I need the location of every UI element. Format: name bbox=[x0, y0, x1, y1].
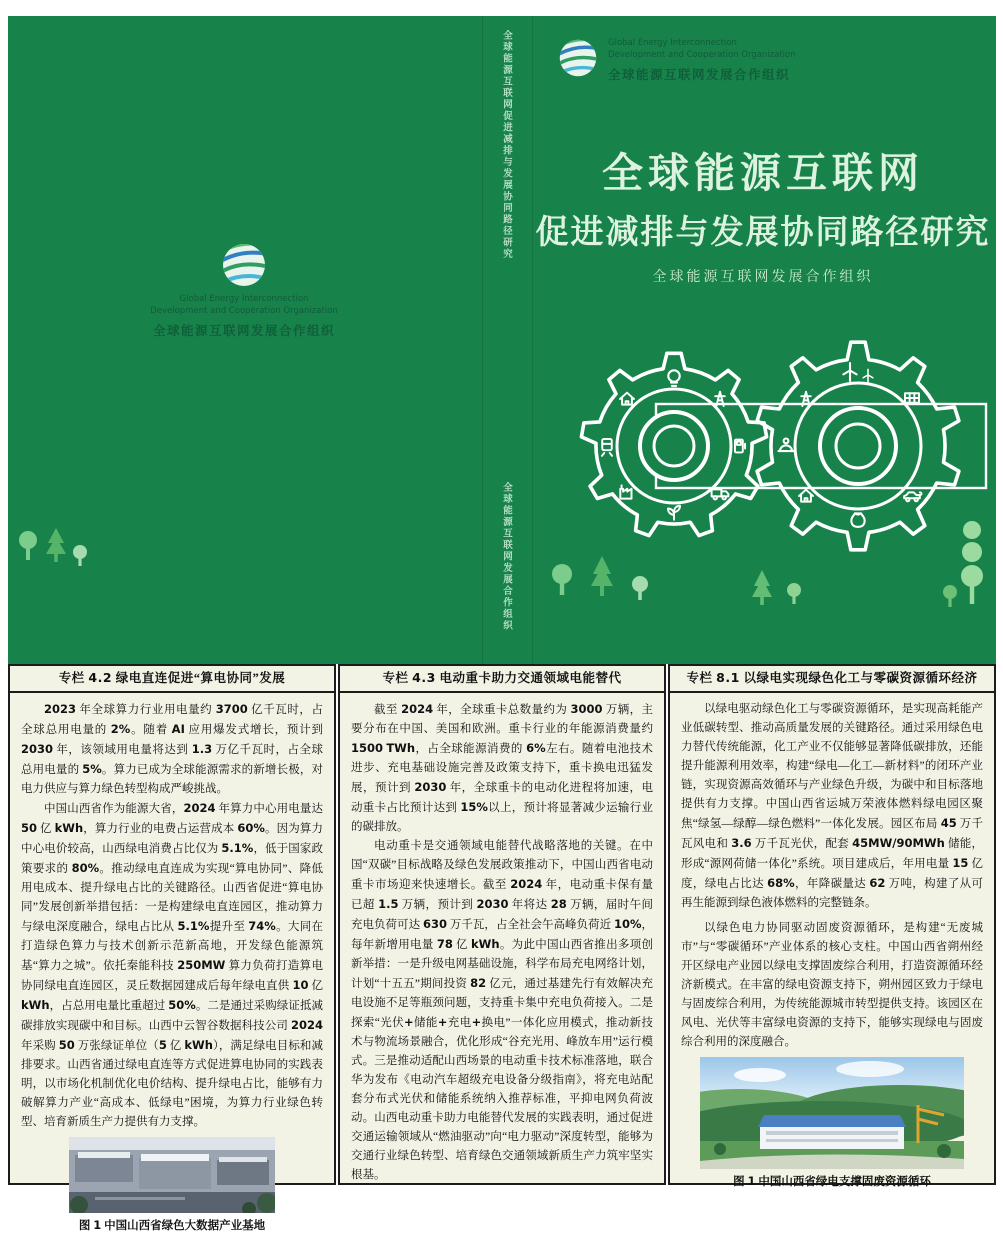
panel-paragraph: 中国山西省作为能源大省，2024 年算力中心用电量达 50 亿 kWh，算力行业的电费占运营成本 60%。因为算力中心电价较高，山西绿电消费占比仅为 5.1%，低于国家政策要求的 80%。推动绿电直连成为实现“算电协同”、降低用电成本、提升绿电占比的关键路径。山西省促进“算电协同”发展创新举措包括：一是构建绿电直连园区，推动算力与绿电深度融合，绿电占比从 5.1%提升至 74%。大同在打造绿色算力与技术创新示范新高地，开发绿色能源筑基“算力之城”。依托秦能科技 250MW 算力负荷打造算电协同绿电直连园区，灵丘数据园建成后每年绿电直供 10 亿 kWh，占总用电量比重超过 50%。二是通过采购绿证抵减碳排放实现碳中和目标。山西中云智谷数据科技公司 2024 年采购 50 万张绿证单位（5 亿 kWh），满足绿电目标和减排要求。山西省通过绿电直连等方式促进算电协同的实践表明，以市场化机制优化电价结构、提升绿电占比，能够有力破解算力产业“高成本、低绿电”困境，为算力行业绿色转型、培育新质生产力提供有力支撑。 bbox=[21, 801, 324, 1128]
org-name-en-line1: Global Energy Interconnection bbox=[179, 294, 309, 304]
lightbulb-icon bbox=[668, 370, 679, 386]
factory-icon bbox=[620, 485, 631, 498]
panel-body bbox=[340, 693, 664, 1185]
org-name-en-line2: Development and Cooperation Organization bbox=[608, 49, 796, 60]
wind-turbine-icon bbox=[843, 363, 856, 381]
org-name-en-line1: Global Energy Interconnection bbox=[608, 38, 737, 48]
org-name-cn: 全球能源互联网发展合作组织 bbox=[608, 66, 791, 82]
spine-org-vertical: 全球能源互联网发展合作组织 bbox=[501, 482, 512, 632]
front-cover-logo bbox=[558, 38, 796, 83]
panel-paragraph: 2023 年全球算力行业用电量约 3700 亿千瓦时，占全球总用电量的 2%。随着 AI 应用爆发式增长，预计到 2030 年，该领域用电量将达到 1.3 万亿千瓦时，占全球总用电量的 5%。算力已成为全球能源需求的新增长极，对电力供应与算力绿色转型构成严峻挑战。 bbox=[21, 702, 324, 795]
ev-car-icon bbox=[904, 492, 921, 501]
panel-title: 专栏 8.1 以绿电实现绿色化工与零碳资源循环经济 bbox=[670, 666, 994, 693]
right-gear-hub bbox=[820, 408, 896, 484]
book-cover-spread bbox=[8, 16, 996, 664]
spine-title-vertical: 全球能源互联网促进减排与发展协同路径研究 bbox=[501, 30, 512, 260]
panel-body bbox=[10, 693, 334, 1233]
left-gear-hub bbox=[640, 412, 708, 480]
hand-coin-icon bbox=[779, 439, 794, 452]
wind-turbine-icon bbox=[863, 369, 873, 382]
trees-decoration bbox=[552, 521, 983, 607]
truck-icon bbox=[712, 489, 729, 499]
panel-title: 专栏 4.2 绿电直连促进“算电协同”发展 bbox=[10, 666, 334, 693]
book-title-line2: 促进减排与发展协同路径研究 bbox=[535, 212, 991, 251]
panel-paragraph: 截至 2024 年，全球重卡总数量约为 3000 万辆，主要分布在中国、美国和欧洲。重卡行业的年能源消费量约 1500 TWh，占全球能源消费的 6%左右。随着电池技术进步、充电基础设施完善及政策支持下，重卡换电迅猛发展，预计到 2030 年，全球重卡的电动化进程将加速，电动重卡占比预计达到 15%以上，预计将显著减少运输行业的碳排放。 bbox=[351, 702, 654, 833]
book-title-line1: 全球能源互联网 bbox=[602, 149, 924, 197]
figure-caption: 图 1 中国山西省绿色大数据产业基地 bbox=[78, 1218, 266, 1232]
charging-station-icon bbox=[735, 440, 745, 453]
book-title bbox=[530, 140, 996, 253]
org-name-en-line2: Development and Cooperation Organization bbox=[150, 305, 338, 316]
figure-caption: 图 1 中国山西省绿电支撑固废资源循环 bbox=[733, 1174, 931, 1188]
tram-icon bbox=[602, 439, 612, 456]
solar-panel-icon bbox=[905, 393, 919, 403]
seedling-icon bbox=[668, 506, 680, 520]
globe-logo-icon bbox=[221, 242, 267, 288]
figure-photo-recycling-park bbox=[681, 1057, 983, 1169]
house-icon bbox=[620, 393, 634, 405]
money-bag-icon bbox=[851, 513, 864, 527]
org-name-cn: 全球能源互联网发展合作组织 bbox=[152, 322, 335, 338]
panel-paragraph: 电动重卡是交通领域电能替代战略落地的关键。在中国“双碳”目标战略及绿色发展政策推动下，中国山西省电动重卡市场迎来快速增长。截至 2024 年，电动重卡保有量已超 1.5 万辆，预计到 2030 年将达 28 万辆，届时午间充电负荷可达 630 万千瓦，占全社会午高峰负荷近 10%，每年新增用电量 78 亿 kWh。为此中国山西省推出多项创新举措：一是升级电网基础设施，科学布局充电网络计划，计划“十五五”期间投资 82 亿元，通过基建先行有效解决充电设施不足等瓶颈问题，支持重卡集中充电负荷接入。二是探索“光伏+储能+充电+换电”一体化应用模式，推动新技术与物流场景融合，优化形成“谷充光用、峰放车用”运行模式。三是推动适配山西场景的电动重卡技术标准落地，联合华为发布《电动汽车超级充电设备分级指南》，将充电站配套分布式光伏和储能系统纳入推荐标准，平抑电网负荷波动。山西电动重卡助力电能替代发展的实践表明，通过促进交通运输领域从“燃油驱动”向“电力驱动”深度转型，能够为交通行业绿色转型、培育绿色交通领域新质生产力筑牢坚实根基。 bbox=[351, 840, 654, 1181]
back-cover-logo bbox=[124, 242, 364, 339]
back-cover-trees bbox=[12, 518, 162, 578]
panel-paragraph: 以绿色电力协同驱动固废资源循环，是构建“无废城市”与“零碳循环”产业体系的核心支柱。中国山西省朔州经开区绿电产业园以绿电支撑固废综合利用，打造资源循环经济新模式。在丰富的绿电资源支持下，朔州园区致力于绿电与固废综合利用，为传统能源城市转型提供支持。该园区在风电、光伏等丰富绿电资源的支持下，能够实现绿电与固废综合利用的深度融合。 bbox=[681, 922, 983, 1048]
sidebar-panel-4-3 bbox=[338, 664, 666, 1185]
cover-gears-illustration bbox=[536, 308, 996, 618]
sidebar-panel-8-1 bbox=[668, 664, 996, 1188]
sidebar-panel-4-2 bbox=[8, 664, 336, 1232]
spine-fold-right bbox=[532, 16, 533, 664]
recycling-park-photo bbox=[700, 1057, 964, 1169]
panel-body bbox=[670, 693, 994, 1189]
spine-fold-left bbox=[482, 16, 483, 664]
figure-photo-datacenter bbox=[21, 1137, 323, 1213]
house-icon bbox=[799, 490, 813, 502]
book-author-org: 全球能源互联网发展合作组织 bbox=[652, 269, 874, 285]
panel-paragraph: 以绿电驱动绿色化工与零碳资源循环，是实现高耗能产业低碳转型、推动高质量发展的关键路径。通过采用绿色电力替代传统能源，化工产业不仅能够显著降低碳排放，还能提升能源利用效率，构建“绿电—化工—新材料”的闭环产业链，实现资源高效循环与产业绿色升级，为碳中和目标落地提供有力支撑。中国山西省运城万荣液体燃料绿电园区聚焦“绿氢—绿醇—绿色燃料”一体化发展。园区布局 45 万千瓦风电和 3.6 万千瓦光伏，配套 45MW/90MWh 储能，形成“源网荷储一体化”系统。项目建成后，年用电量 15 亿度，绿电占比达 68%，年降碳量达 62 万吨，构建了从可再生能源到绿色液体燃料的完整链条。 bbox=[681, 703, 984, 909]
globe-logo-icon bbox=[558, 38, 598, 78]
datacenter-photo bbox=[69, 1137, 275, 1213]
panel-title: 专栏 4.3 电动重卡助力交通领域电能替代 bbox=[340, 666, 664, 693]
